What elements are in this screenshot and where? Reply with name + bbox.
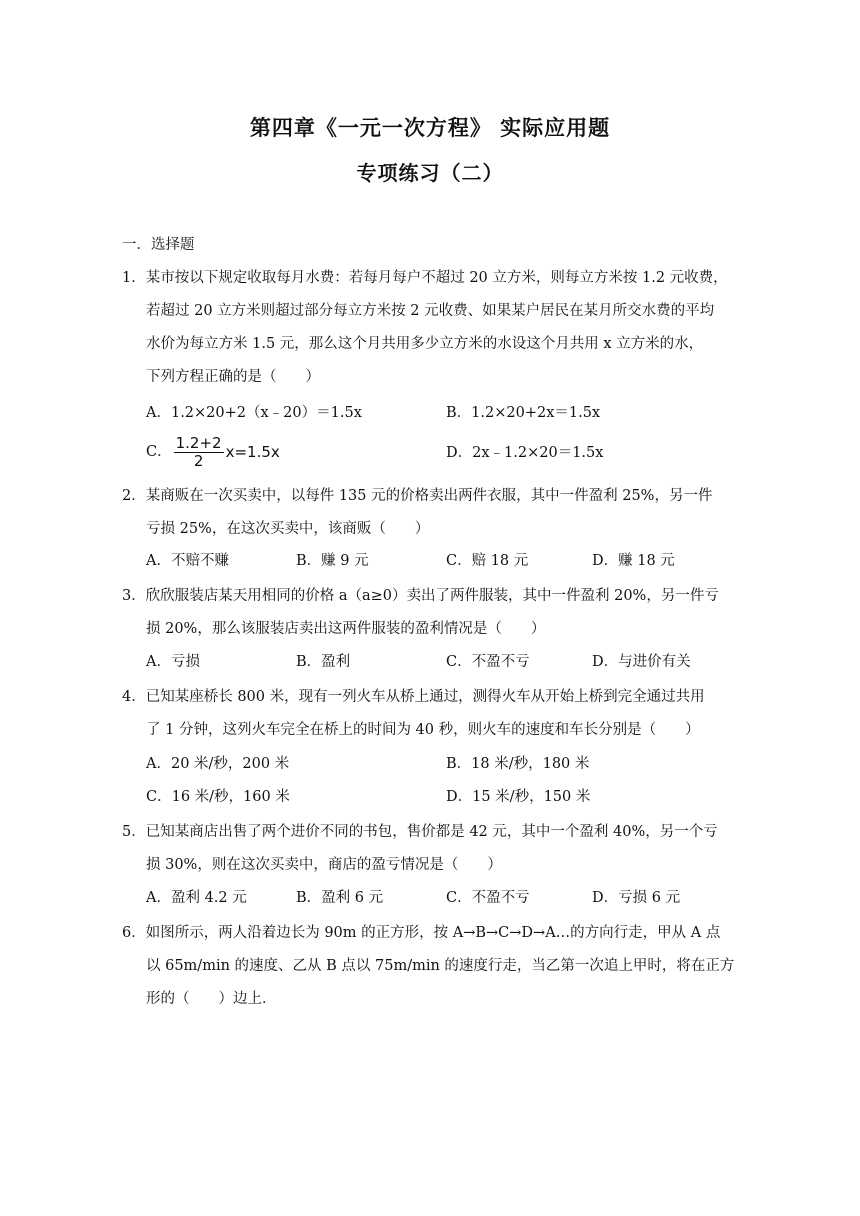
question-1-option-a: A．1.2×20+2（x﹣20）＝1.5x [146, 405, 362, 421]
question-2-line-2: 亏损 25%，在这次买卖中，该商贩（ ） [146, 521, 430, 537]
question-4-line-1: 4．已知某座桥长 800 米，现有一列火车从桥上通过，测得火车从开始上桥到完全通过共用 [122, 689, 705, 705]
question-4-option-a: A．20 米/秒，200 米 [146, 756, 290, 772]
question-5-line-1: 5．已知某商店出售了两个进价不同的书包，售价都是 42 元，其中一个盈利 40%，另一个亏 [122, 824, 718, 840]
question-5-line-2: 损 30%，则在这次买卖中，商店的盈亏情况是（ ） [146, 857, 502, 873]
question-2-option-a: A．不赔不赚 [146, 553, 229, 569]
question-3-option-c: C．不盈不亏 [446, 654, 530, 670]
question-1-line-1: 1．某市按以下规定收取每月水费：若每月每户不超过 20 立方米，则每立方米按 1.2 元收费， [122, 270, 728, 286]
question-1-option-c [146, 434, 280, 470]
question-4-line-2: 了 1 分钟，这列火车完全在桥上的时间为 40 秒，则火车的速度和车长分别是（ ） [146, 722, 700, 738]
fraction [174, 435, 224, 470]
option-c-equation: x=1.5x [225, 443, 280, 461]
question-6-line-3: 形的（ ）边上． [146, 991, 277, 1007]
question-3-option-d: D．与进价有关 [592, 654, 691, 670]
question-6-line-2: 以 65m/min 的速度、乙从 B 点以 75m/min 的速度行走，当乙第一次追上甲时，将在正方 [146, 958, 735, 974]
question-4-option-d: D．15 米/秒，150 米 [446, 789, 591, 805]
question-5-option-c: C．不盈不亏 [446, 890, 530, 906]
question-4-option-b: B．18 米/秒，180 米 [446, 756, 590, 772]
question-4-option-c: C．16 米/秒，160 米 [146, 789, 290, 805]
question-3-line-2: 损 20%，那么该服装店卖出这两件服装的盈利情况是（ ） [146, 621, 546, 637]
question-1-line-3: 水价为每立方米 1.5 元，那么这个月共用多少立方米的水设这个月共用 x 立方米的水， [146, 336, 704, 352]
fraction-denominator: 2 [193, 451, 204, 470]
question-1-option-b: B．1.2×20+2x＝1.5x [446, 405, 601, 421]
question-5-option-a: A．盈利 4.2 元 [146, 890, 247, 906]
question-1-line-2: 若超过 20 立方米则超过部分每立方米按 2 元收费、如果某户居民在某月所交水费的平均 [146, 303, 715, 319]
question-2-option-b: B．赚 9 元 [296, 553, 369, 569]
question-1-line-4: 下列方程正确的是（ ） [146, 369, 320, 385]
question-3-option-b: B．盈利 [296, 654, 351, 670]
question-5-option-d: D．亏损 6 元 [592, 890, 681, 906]
question-3-line-1: 3．欣欣服装店某天用相同的价格 a（a≥0）卖出了两件服装，其中一件盈利 20%，另一件亏 [122, 588, 719, 604]
question-2-option-d: D．赚 18 元 [592, 553, 675, 569]
page-title: 第四章《一元一次方程》 实际应用题 [249, 116, 611, 140]
question-3-option-a: A．亏损 [146, 654, 200, 670]
question-1-option-d: D．2x﹣1.2×20＝1.5x [446, 445, 604, 461]
question-2-line-1: 2．某商贩在一次买卖中，以每件 135 元的价格卖出两件衣服，其中一件盈利 25%，另一件 [122, 488, 713, 504]
page-subtitle: 专项练习（二） [356, 161, 504, 185]
fraction-numerator: 1.2+2 [175, 433, 222, 452]
option-c-label: C． [146, 444, 172, 460]
question-6-line-1: 6．如图所示，两人沿着边长为 90m 的正方形，按 A→B→C→D→A…的方向行走，甲从 A 点 [122, 925, 721, 941]
question-2-option-c: C．赔 18 元 [446, 553, 529, 569]
section-heading: 一．选择题 [122, 237, 195, 253]
question-5-option-b: B．盈利 6 元 [296, 890, 384, 906]
